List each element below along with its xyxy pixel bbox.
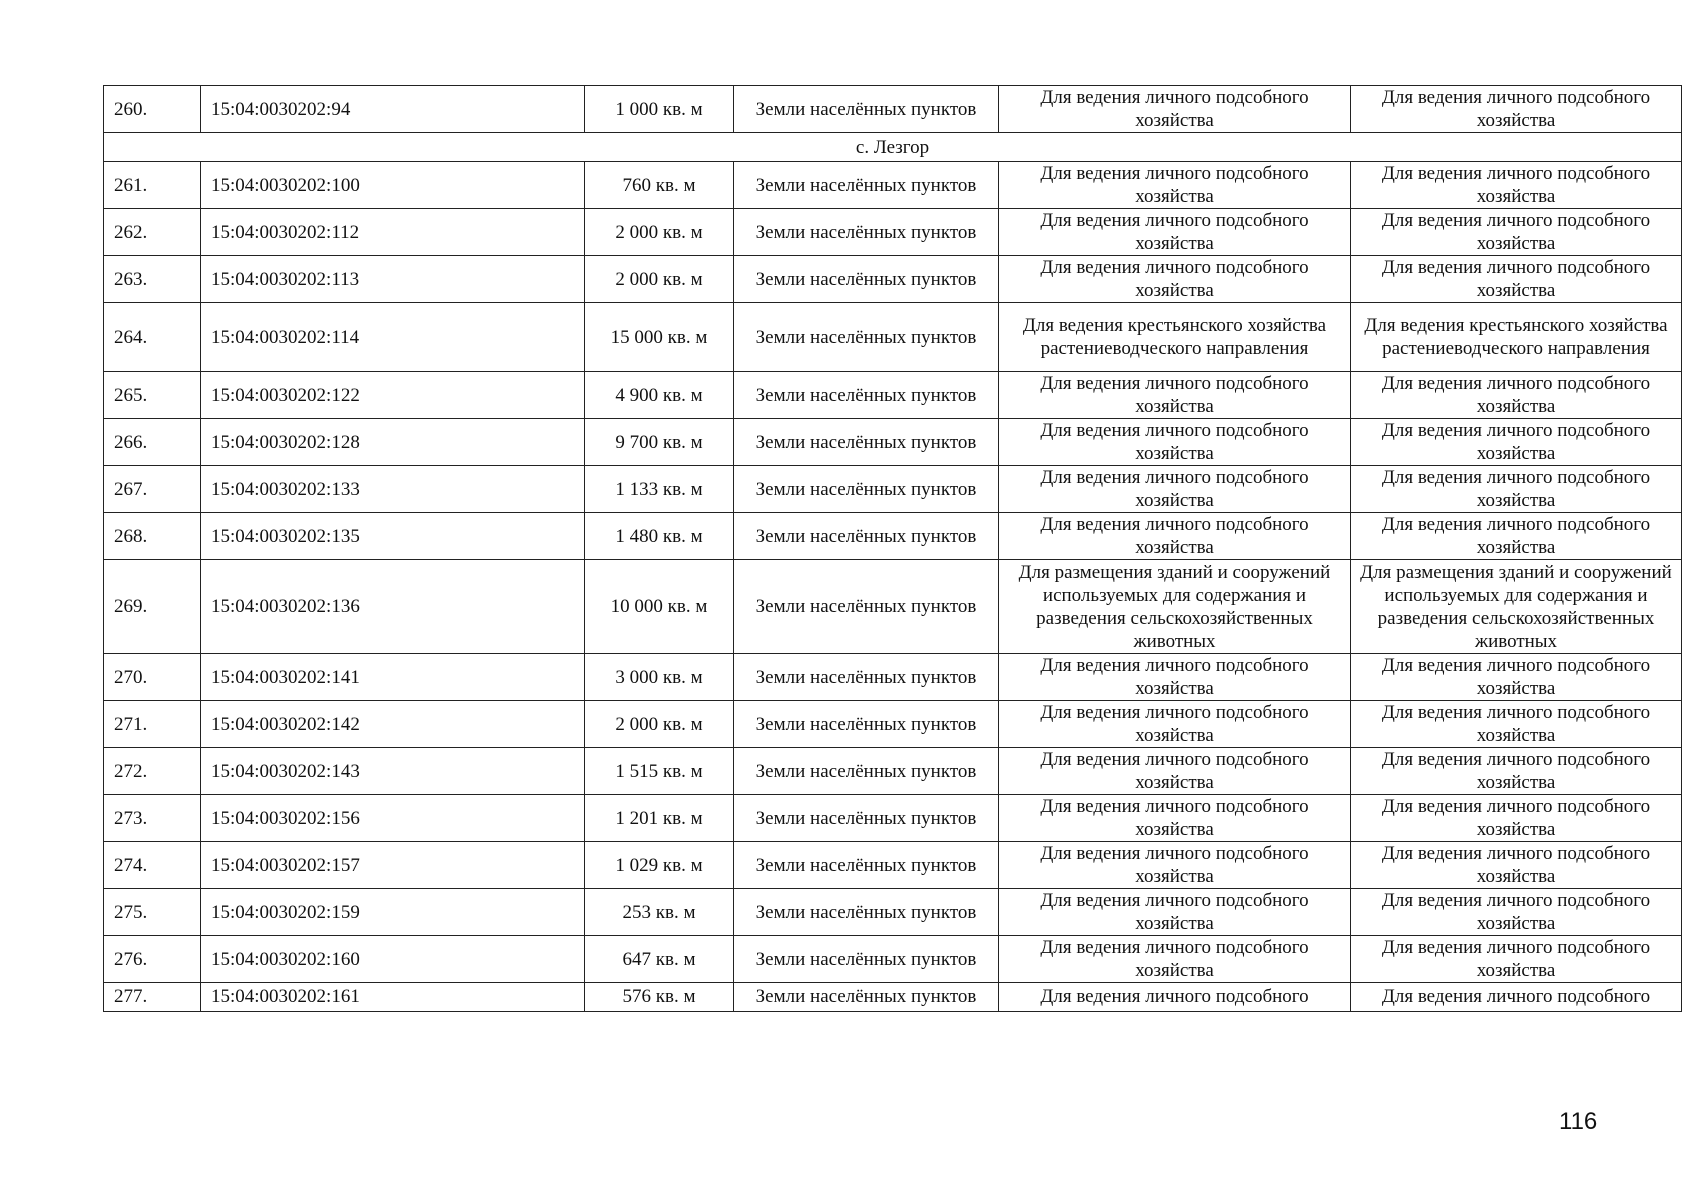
table-row <box>104 560 1682 654</box>
row-number-cell: 276. <box>104 936 201 983</box>
permitted-use-cell: Для ведения личного подсобного хозяйства <box>999 466 1351 513</box>
actual-use-cell: Для ведения личного подсобного хозяйства <box>1351 372 1682 419</box>
row-number-cell: 263. <box>104 256 201 303</box>
table-body <box>104 86 1682 1012</box>
area-cell: 253 кв. м <box>585 889 734 936</box>
actual-use-cell: Для ведения личного подсобного хозяйства <box>1351 209 1682 256</box>
land-category-cell: Земли населённых пунктов <box>734 303 999 372</box>
permitted-use-cell: Для ведения личного подсобного хозяйства <box>999 86 1351 133</box>
land-category-cell: Земли населённых пунктов <box>734 842 999 889</box>
land-category-cell: Земли населённых пунктов <box>734 889 999 936</box>
permitted-use-cell: Для ведения личного подсобного хозяйства <box>999 209 1351 256</box>
row-number-cell: 261. <box>104 162 201 209</box>
cadastral-number-cell: 15:04:0030202:135 <box>201 513 585 560</box>
actual-use-cell: Для ведения личного подсобного хозяйства <box>1351 842 1682 889</box>
permitted-use-cell: Для ведения личного подсобного хозяйства <box>999 795 1351 842</box>
land-plots-table <box>103 85 1682 1012</box>
area-cell: 1 029 кв. м <box>585 842 734 889</box>
row-number-cell: 269. <box>104 560 201 654</box>
cadastral-number-cell: 15:04:0030202:156 <box>201 795 585 842</box>
area-cell: 2 000 кв. м <box>585 256 734 303</box>
land-category-cell: Земли населённых пунктов <box>734 86 999 133</box>
actual-use-cell: Для ведения личного подсобного хозяйства <box>1351 86 1682 133</box>
cadastral-number-cell: 15:04:0030202:122 <box>201 372 585 419</box>
table-row <box>104 419 1682 466</box>
permitted-use-cell: Для ведения крестьянского хозяйства растениеводческого направления <box>999 303 1351 372</box>
area-cell: 1 000 кв. м <box>585 86 734 133</box>
land-category-cell: Земли населённых пунктов <box>734 983 999 1012</box>
permitted-use-cell: Для ведения личного подсобного хозяйства <box>999 701 1351 748</box>
area-cell: 2 000 кв. м <box>585 209 734 256</box>
cadastral-number-cell: 15:04:0030202:94 <box>201 86 585 133</box>
area-cell: 647 кв. м <box>585 936 734 983</box>
cadastral-number-cell: 15:04:0030202:128 <box>201 419 585 466</box>
actual-use-cell: Для ведения личного подсобного <box>1351 983 1682 1012</box>
cadastral-number-cell: 15:04:0030202:133 <box>201 466 585 513</box>
table-row <box>104 303 1682 372</box>
land-category-cell: Земли населённых пунктов <box>734 560 999 654</box>
area-cell: 4 900 кв. м <box>585 372 734 419</box>
actual-use-cell: Для ведения личного подсобного хозяйства <box>1351 936 1682 983</box>
area-cell: 10 000 кв. м <box>585 560 734 654</box>
land-category-cell: Земли населённых пунктов <box>734 466 999 513</box>
permitted-use-cell: Для ведения личного подсобного хозяйства <box>999 419 1351 466</box>
row-number-cell: 273. <box>104 795 201 842</box>
section-title: с. Лезгор <box>104 133 1682 162</box>
permitted-use-cell: Для ведения личного подсобного хозяйства <box>999 162 1351 209</box>
area-cell: 9 700 кв. м <box>585 419 734 466</box>
cadastral-number-cell: 15:04:0030202:159 <box>201 889 585 936</box>
row-number-cell: 264. <box>104 303 201 372</box>
row-number-cell: 267. <box>104 466 201 513</box>
cadastral-number-cell: 15:04:0030202:114 <box>201 303 585 372</box>
area-cell: 1 480 кв. м <box>585 513 734 560</box>
actual-use-cell: Для ведения личного подсобного хозяйства <box>1351 513 1682 560</box>
table-row <box>104 795 1682 842</box>
table-row <box>104 936 1682 983</box>
cadastral-number-cell: 15:04:0030202:100 <box>201 162 585 209</box>
cadastral-number-cell: 15:04:0030202:142 <box>201 701 585 748</box>
row-number-cell: 262. <box>104 209 201 256</box>
land-category-cell: Земли населённых пунктов <box>734 701 999 748</box>
area-cell: 576 кв. м <box>585 983 734 1012</box>
area-cell: 760 кв. м <box>585 162 734 209</box>
permitted-use-cell: Для ведения личного подсобного хозяйства <box>999 256 1351 303</box>
land-category-cell: Земли населённых пунктов <box>734 162 999 209</box>
actual-use-cell: Для ведения личного подсобного хозяйства <box>1351 889 1682 936</box>
cadastral-number-cell: 15:04:0030202:141 <box>201 654 585 701</box>
page-number: 116 <box>1559 1108 1598 1135</box>
land-plots-table-container <box>103 85 1681 1012</box>
table-row <box>104 701 1682 748</box>
permitted-use-cell: Для ведения личного подсобного хозяйства <box>999 889 1351 936</box>
cadastral-number-cell: 15:04:0030202:161 <box>201 983 585 1012</box>
actual-use-cell: Для ведения личного подсобного хозяйства <box>1351 701 1682 748</box>
row-number-cell: 277. <box>104 983 201 1012</box>
area-cell: 1 201 кв. м <box>585 795 734 842</box>
actual-use-cell: Для размещения зданий и сооружений используемых для содержания и разведения сельскохозяйственных животных <box>1351 560 1682 654</box>
land-category-cell: Земли населённых пунктов <box>734 256 999 303</box>
land-category-cell: Земли населённых пунктов <box>734 419 999 466</box>
cadastral-number-cell: 15:04:0030202:112 <box>201 209 585 256</box>
table-row <box>104 748 1682 795</box>
row-number-cell: 266. <box>104 419 201 466</box>
row-number-cell: 260. <box>104 86 201 133</box>
permitted-use-cell: Для ведения личного подсобного хозяйства <box>999 372 1351 419</box>
cadastral-number-cell: 15:04:0030202:160 <box>201 936 585 983</box>
table-row <box>104 256 1682 303</box>
row-number-cell: 268. <box>104 513 201 560</box>
table-row <box>104 86 1682 133</box>
actual-use-cell: Для ведения личного подсобного хозяйства <box>1351 162 1682 209</box>
land-category-cell: Земли населённых пунктов <box>734 748 999 795</box>
land-category-cell: Земли населённых пунктов <box>734 795 999 842</box>
land-category-cell: Земли населённых пунктов <box>734 209 999 256</box>
table-row <box>104 209 1682 256</box>
permitted-use-cell: Для ведения личного подсобного хозяйства <box>999 936 1351 983</box>
table-row <box>104 372 1682 419</box>
table-row <box>104 842 1682 889</box>
table-row <box>104 654 1682 701</box>
permitted-use-cell: Для ведения личного подсобного хозяйства <box>999 842 1351 889</box>
actual-use-cell: Для ведения личного подсобного хозяйства <box>1351 419 1682 466</box>
land-category-cell: Земли населённых пунктов <box>734 654 999 701</box>
actual-use-cell: Для ведения личного подсобного хозяйства <box>1351 795 1682 842</box>
table-row <box>104 466 1682 513</box>
permitted-use-cell: Для ведения личного подсобного хозяйства <box>999 748 1351 795</box>
table-row <box>104 513 1682 560</box>
table-row <box>104 889 1682 936</box>
row-number-cell: 271. <box>104 701 201 748</box>
cadastral-number-cell: 15:04:0030202:113 <box>201 256 585 303</box>
area-cell: 15 000 кв. м <box>585 303 734 372</box>
land-category-cell: Земли населённых пунктов <box>734 513 999 560</box>
cadastral-number-cell: 15:04:0030202:136 <box>201 560 585 654</box>
land-category-cell: Земли населённых пунктов <box>734 936 999 983</box>
row-number-cell: 270. <box>104 654 201 701</box>
table-row <box>104 983 1682 1012</box>
area-cell: 2 000 кв. м <box>585 701 734 748</box>
land-category-cell: Земли населённых пунктов <box>734 372 999 419</box>
section-row <box>104 133 1682 162</box>
area-cell: 1 515 кв. м <box>585 748 734 795</box>
row-number-cell: 275. <box>104 889 201 936</box>
permitted-use-cell: Для ведения личного подсобного хозяйства <box>999 513 1351 560</box>
actual-use-cell: Для ведения личного подсобного хозяйства <box>1351 466 1682 513</box>
actual-use-cell: Для ведения личного подсобного хозяйства <box>1351 256 1682 303</box>
permitted-use-cell: Для ведения личного подсобного хозяйства <box>999 654 1351 701</box>
actual-use-cell: Для ведения крестьянского хозяйства растениеводческого направления <box>1351 303 1682 372</box>
area-cell: 3 000 кв. м <box>585 654 734 701</box>
permitted-use-cell: Для ведения личного подсобного <box>999 983 1351 1012</box>
actual-use-cell: Для ведения личного подсобного хозяйства <box>1351 654 1682 701</box>
row-number-cell: 272. <box>104 748 201 795</box>
cadastral-number-cell: 15:04:0030202:157 <box>201 842 585 889</box>
area-cell: 1 133 кв. м <box>585 466 734 513</box>
table-row <box>104 162 1682 209</box>
permitted-use-cell: Для размещения зданий и сооружений используемых для содержания и разведения сельскохозяйственных животных <box>999 560 1351 654</box>
actual-use-cell: Для ведения личного подсобного хозяйства <box>1351 748 1682 795</box>
row-number-cell: 265. <box>104 372 201 419</box>
cadastral-number-cell: 15:04:0030202:143 <box>201 748 585 795</box>
row-number-cell: 274. <box>104 842 201 889</box>
